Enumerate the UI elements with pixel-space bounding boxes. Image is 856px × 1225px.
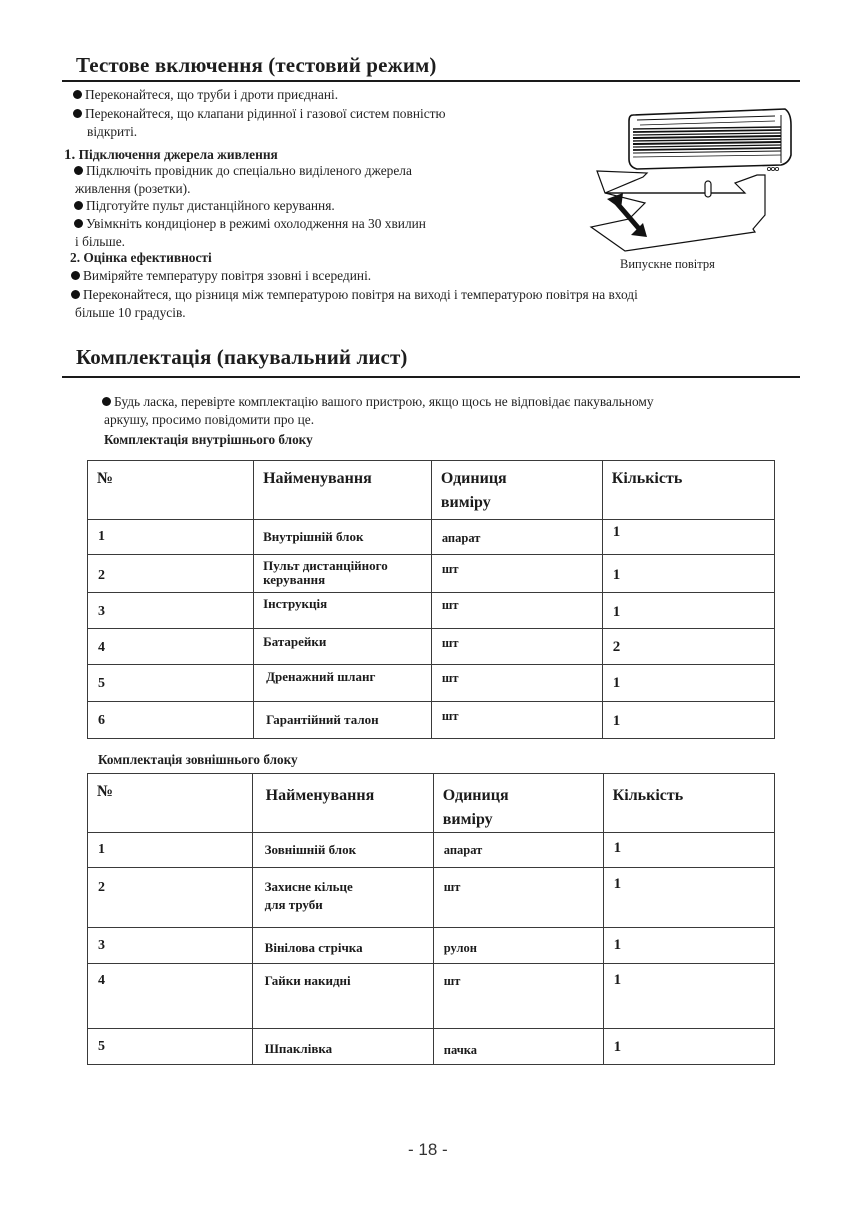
step1-line-5: і більше. [75,234,125,249]
indoor-unit-packing-table [87,460,775,739]
bullet-icon [74,219,83,228]
bullet-icon [74,201,83,210]
figure-caption: Випускне повітря [620,257,715,271]
intro-bullet-2: Переконайтеся, що клапани рідинної і газової систем повністю [73,105,446,123]
air-conditioner-indoor-unit-illustration-icon [585,95,795,255]
table-row: 4 Батарейки шт 2 [88,629,775,665]
header-name: Найменування [254,461,432,520]
table-row: 2 Захисне кільце для труби шт 1 [88,868,775,928]
outdoor-table-caption: Комплектація зовнішнього блоку [98,752,298,767]
page-number: - 18 - [408,1140,448,1159]
bullet-icon [102,397,111,406]
header-unit: Одиниця виміру [433,774,603,833]
section-title-test-mode: Тестове включення (тестовий режим) [76,53,437,77]
bullet-icon [71,290,80,299]
step1-line-1: Підключіть провідник до спеціально виділеного джерела [74,162,412,180]
step1-line-2: живлення (розетки). [75,181,191,196]
bullet-icon [74,166,83,175]
step2-line-2: Переконайтеся, що різниця між температурою повітря на виході і температурою повітря на вході [71,286,638,304]
header-number: № [88,774,253,833]
packing-note-line-1: Будь ласка, перевірте комплектацію вашого пристрою, якщо щось не відповідає пакувальному [102,393,654,411]
step1-line-3: Підготуйте пульт дистанційного керування. [74,197,335,215]
table-row: 5 Дренажний шланг шт 1 [88,665,775,702]
header-quantity: Кількість [602,461,774,520]
header-quantity: Кількість [603,774,774,833]
header-unit: Одиниця виміру [431,461,602,520]
step2-line-1: Виміряйте температуру повітря ззовні і всередині. [71,267,371,285]
table-row: 4 Гайки накидні шт 1 [88,964,775,1029]
table-row: 1 Зовнішній блок апарат 1 [88,833,775,868]
step1-heading: 1. Підключення джерела живлення [64,147,278,163]
section-title-packing-list: Комплектація (пакувальний лист) [76,345,408,369]
title-divider [62,376,800,378]
indoor-table-caption: Комплектація внутрішнього блоку [104,432,313,447]
header-number: № [88,461,254,520]
table-row: 5 Шпаклівка пачка 1 [88,1029,775,1065]
table-header-row [88,774,775,833]
bullet-icon [73,109,82,118]
table-row: 3 Вінілова стрічка рулон 1 [88,928,775,964]
step2-line-3: більше 10 градусів. [75,305,186,320]
header-name: Найменування [252,774,433,833]
bullet-icon [71,271,80,280]
packing-note-line-2: аркушу, просимо повідомити про це. [104,412,315,427]
table-header-row [88,461,775,520]
step2-heading: 2. Оцінка ефективності [70,250,212,265]
bullet-icon [73,90,82,99]
intro-bullet-2-cont: відкриті. [87,124,138,139]
intro-bullet-1: Переконайтеся, що труби і дроти приєднані. [73,86,338,104]
title-divider [62,80,800,82]
table-row: 6 Гарантійний талон шт 1 [88,702,775,739]
table-row: 1 Внутрішній блок апарат 1 [88,520,775,555]
table-row: 3 Інструкція шт 1 [88,593,775,629]
step1-line-4: Увімкніть кондиціонер в режимі охолодження на 30 хвилин [74,215,426,233]
outdoor-unit-packing-table [87,773,775,1065]
table-row: 2 Пульт дистанційного керування шт 1 [88,555,775,593]
